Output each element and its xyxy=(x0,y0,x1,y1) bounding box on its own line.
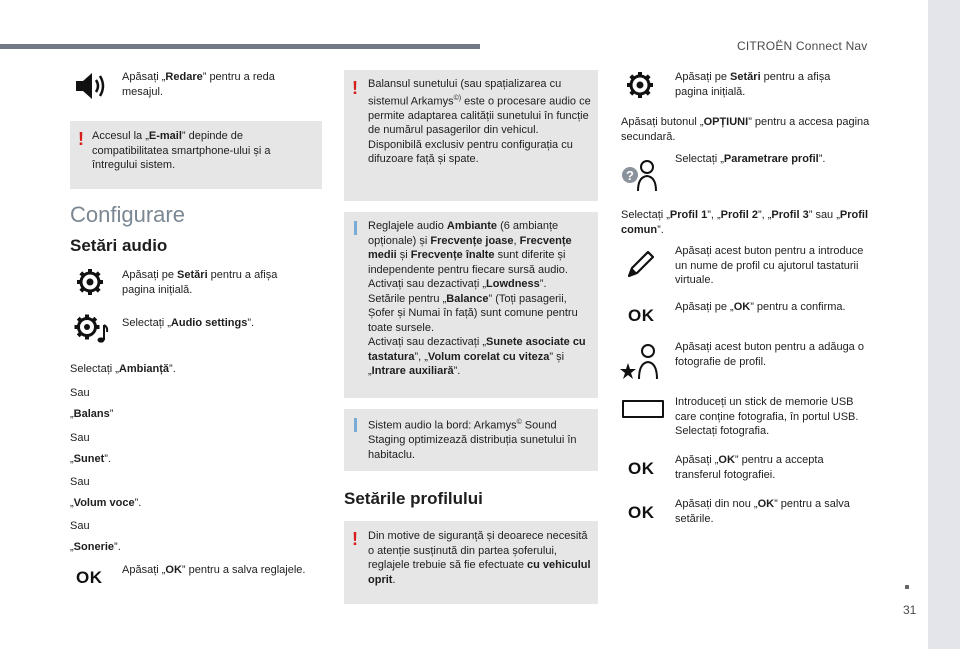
gear-icon xyxy=(76,268,104,296)
ok-confirm-instruction: Apăsați pe „OK” pentru a confirma. xyxy=(675,301,846,313)
sau-4: Sau xyxy=(70,520,90,532)
ok-icon: OK xyxy=(628,503,655,522)
profile-star-icon xyxy=(620,341,662,381)
optiuni-instruction: Apăsați butonul „OPȚIUNI” pentru a accesa pagina secundară. xyxy=(621,116,870,143)
sau-1: Sau xyxy=(70,387,90,399)
section-title: Configurare xyxy=(70,202,185,227)
subsection-title: Setări audio xyxy=(70,236,168,255)
warning-icon: ! xyxy=(352,529,358,549)
speaker-icon xyxy=(74,70,110,102)
info-box-arkamys xyxy=(344,409,598,471)
page-edge-strip xyxy=(928,0,960,649)
warning-box-balans xyxy=(344,70,598,201)
profile-section-title: Setările profilului xyxy=(344,489,483,508)
profile-question-icon xyxy=(620,158,662,192)
info-icon xyxy=(354,418,357,432)
page-dot xyxy=(905,585,909,589)
audio-settings-instruction: Selectați „Audio settings”. xyxy=(122,317,255,329)
parametrare-instruction: Selectați „Parametrare profil”. xyxy=(675,153,826,165)
select-ambianta: Selectați „Ambianță”. xyxy=(70,363,176,375)
setari-instruction-2: Apăsați pe Setări pentru a afișa pagina inițială. xyxy=(675,71,831,98)
ok-save-instruction: Apăsați „OK” pentru a salva reglajele. xyxy=(122,564,306,576)
info-arkamys-text: Sistem audio la bord: Arkamys© Sound Staging optimizează distribuția sunetului în habitaclu. xyxy=(368,419,577,461)
warning-balans-text: Balansul sunetului (sau spațializarea cu sistemul Arkamys©) este o procesare audio ce permite adaptarea calității sunetului în funcție de numărul pasagerilor din vehicul. Disponibilă exclusiv pentru configurația cu difuzoare față și spate. xyxy=(368,78,591,166)
ok-accept-instruction: Apăsați „OK” pentru a accepta transferul fotografiei. xyxy=(675,454,824,481)
setari-instruction: Apăsați pe Setări pentru a afișa pagina inițială. xyxy=(122,269,278,296)
info-icon xyxy=(354,221,357,235)
warning-email-text: Accesul la „E-mail” depinde de compatibilitatea smartphone-ului și a întregului sistem. xyxy=(92,130,271,171)
ok-icon: OK xyxy=(628,459,655,478)
warning-box-profile xyxy=(344,521,598,604)
option-volum-voce: „Volum voce”. xyxy=(70,497,142,509)
sau-2: Sau xyxy=(70,432,90,444)
ok-save-settings-instruction: Apăsați din nou „OK” pentru a salva setările. xyxy=(675,498,850,525)
photo-instruction: Apăsați acest buton pentru a adăuga o fotografie de profil. xyxy=(675,341,864,368)
warning-profile-text: Din motive de siguranță și deoarece necesită o atenție susținută din partea șoferului, reglajele trebuie să fie efectuate cu vehiculul oprit. xyxy=(368,530,591,586)
gear-icon xyxy=(626,71,654,99)
warning-box-email xyxy=(70,121,322,189)
profil-select-instruction: Selectați „Profil 1”, „Profil 2”, „Profil 3” sau „Profil comun”. xyxy=(621,209,869,236)
header-rule xyxy=(0,44,480,49)
svg-text:?: ? xyxy=(626,168,634,183)
option-sunet: „Sunet”. xyxy=(70,453,111,465)
warning-icon: ! xyxy=(78,129,84,149)
option-sonerie: „Sonerie”. xyxy=(70,541,121,553)
sau-3: Sau xyxy=(70,476,90,488)
usb-instruction: Introduceți un stick de memorie USB care conține fotografia, în portul USB. Selectați fotografia. xyxy=(675,396,859,437)
info-ambiante-text: Reglajele audio Ambiante (6 ambianțe opționale) și Frecvențe joase, Frecvențe medii și Frecvențe înalte sunt diferite și independente pentru fiecare sursă audio. Activați sau dezactivați „Lowdness”. Setările pentru „Balance” (Toți pasagerii, Șofer și Numai în față) sunt comune pentru toate sursele. Activați sau dezactivați „Sunete asociate cu tastatura”, „Volum corelat cu viteza” și „Intrare auxiliară”. xyxy=(368,220,586,377)
info-box-ambiante xyxy=(344,212,598,398)
page-number: 31 xyxy=(903,603,917,617)
redare-instruction: Apăsați „Redare” pentru a reda mesajul. xyxy=(122,71,275,98)
ok-icon: OK xyxy=(76,568,103,587)
option-balans: „Balans” xyxy=(70,408,114,420)
gear-music-icon xyxy=(74,313,110,345)
usb-icon xyxy=(622,400,664,418)
running-header: CITROËN Connect Nav xyxy=(737,39,868,53)
pencil-instruction: Apăsați acest buton pentru a introduce un nume de profil cu ajutorul tastaturii virtuale. xyxy=(675,245,864,286)
pencil-icon xyxy=(624,247,658,281)
warning-icon: ! xyxy=(352,78,358,98)
ok-icon: OK xyxy=(628,306,655,325)
